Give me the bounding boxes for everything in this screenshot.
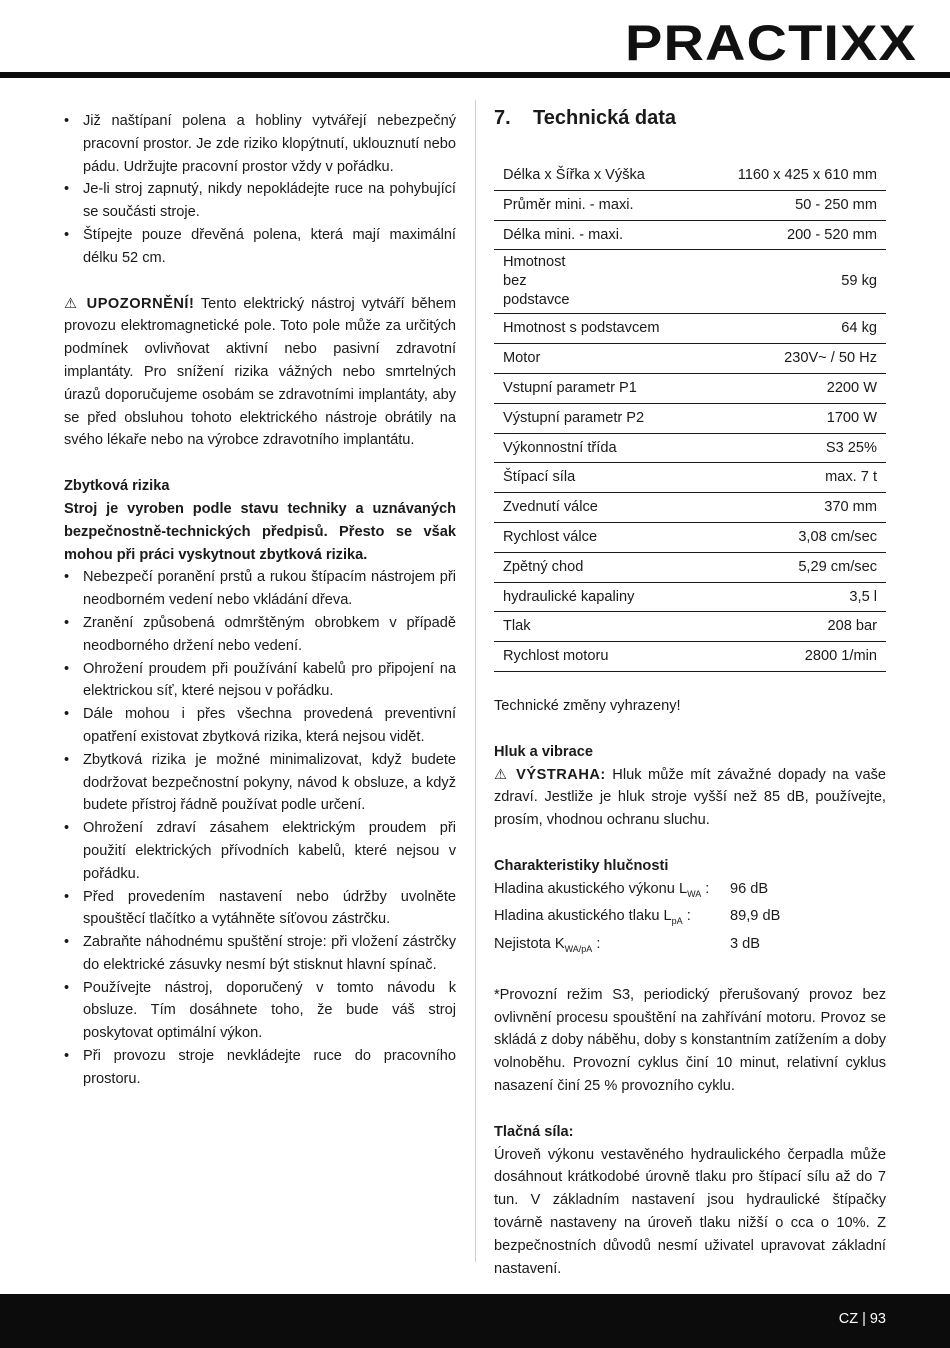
noise-row: Nejistota $K_{WA/pA}$ : 3 dB [494, 933, 886, 961]
table-row [494, 433, 886, 463]
list-item: • Před provedením nastavení nebo údržby uvolněte spouštěcí tlačítko a vytáhněte síťovou zástrčku. [64, 886, 456, 932]
spec-value: 2800 1/min [729, 642, 886, 672]
table-row [494, 250, 886, 314]
push-force-title: Tlačná síla: [494, 1123, 574, 1140]
warning-text: Hluk může mít závažné dopady na vaše zdraví. Jestliže je hluk stroje vyšší než 85 dB, používejte, prosím, vhodnou ochranu sluchu. [494, 766, 886, 829]
table-row [494, 344, 886, 374]
list-item: • Zranění způsobená odmrštěným obrobkem v případě neodborného držení nebo vedení. [64, 612, 456, 658]
spec-label: Výkonnostní třída [494, 433, 729, 463]
list-item: • Nebezpečí poranění prstů a rukou štípacím nástrojem při neodborném vedení nebo vkládání dřeva. [64, 566, 456, 612]
spec-value: 5,29 cm/sec [729, 552, 886, 582]
list-item: • Dále mohou i přes všechna provedená preventivní opatření existovat zbytková rizika, která nejsou vidět. [64, 703, 456, 749]
spec-label: Výstupní parametr P2 [494, 403, 729, 433]
warning-icon: ⚠ [64, 295, 80, 312]
spec-value: 370 mm [729, 493, 886, 523]
warning-label: UPOZORNĚNÍ! [86, 295, 195, 312]
noise-label: Nejistota K [494, 936, 565, 953]
list-item: • Ohrožení proudem při používání kabelů pro připojení na elektrickou síť, které nejsou v pořádku. [64, 658, 456, 704]
spec-label: Zvednutí válce [494, 493, 729, 523]
spec-value: 3,5 l [729, 582, 886, 612]
table-row [494, 161, 886, 190]
spec-label: Vstupní parametr P1 [494, 373, 729, 403]
spec-value: 200 - 520 mm [729, 220, 886, 250]
noise-label: Hladina akustického tlaku L [494, 908, 672, 925]
noise-characteristics-title: Charakteristiky hlučnosti [494, 857, 669, 874]
spec-label: Tlak [494, 612, 729, 642]
table-row [494, 493, 886, 523]
table-row [494, 314, 886, 344]
noise-label: Hladina akustického výkonu L [494, 880, 688, 897]
list-item: • Štípejte pouze dřevěná polena, která mají maximální délku 52 cm. [64, 224, 456, 270]
list-item: • Zbytková rizika je možné minimalizovat, když budete dodržovat bezpečnostní pokyny, návod k obsluze, a když budete přístroj řádně používat podle určení. [64, 749, 456, 817]
spec-label: Rychlost motoru [494, 642, 729, 672]
noise-row: Hladina akustického výkonu $L_{WA}$ : 96 dB [494, 878, 886, 906]
spec-label: Rychlost válce [494, 522, 729, 552]
table-row [494, 612, 886, 642]
noise-title: Hluk a vibrace [494, 743, 593, 760]
residual-risks-list [64, 566, 456, 1090]
table-row [494, 642, 886, 672]
table-row [494, 552, 886, 582]
list-item: • Ohrožení zdraví zásahem elektrickým proudem při použití elektrických přívodních kabelů, které nejsou v pořádku. [64, 817, 456, 885]
spec-value: 2200 W [729, 373, 886, 403]
list-item: • Používejte nástroj, doporučený v tomto návodu k obsluze. Tím dosáhnete toho, že bude váš stroj poskytovat optimální výkon. [64, 977, 456, 1045]
table-row [494, 463, 886, 493]
noise-warning [494, 764, 886, 832]
spec-value: 59 kg [729, 250, 886, 314]
spec-value: 50 - 250 mm [729, 190, 886, 220]
residual-risks-title: Zbytková rizika [64, 478, 170, 495]
table-row [494, 373, 886, 403]
left-column [64, 110, 456, 1091]
spec-value: 1700 W [729, 403, 886, 433]
section-number: 7. [494, 107, 511, 129]
spec-label: Hmotnost s podstavcem [494, 314, 729, 344]
spec-label: Hmotnost bez podstavce [494, 250, 729, 314]
spec-value: max. 7 t [729, 463, 886, 493]
page-number: CZ | 93 [838, 1311, 886, 1327]
table-row [494, 582, 886, 612]
column-divider [475, 100, 476, 1262]
list-item: • Je-li stroj zapnutý, nikdy nepokládejte ruce na pohybující se součásti stroje. [64, 178, 456, 224]
list-item: • Již naštípaní polena a hobliny vytvářejí nebezpečný pracovní prostor. Je zde riziko klopýtnutí, uklouznutí nebo pádu. Udržujte pracovní prostor vždy v pořádku. [64, 110, 456, 178]
table-row [494, 522, 886, 552]
noise-row: Hladina akustického tlaku $L_{pA}$ : 89,9 dB [494, 905, 886, 933]
emf-warning [64, 293, 456, 453]
spec-label: hydraulické kapaliny [494, 582, 729, 612]
header-rule [0, 72, 950, 78]
noise-values [494, 878, 886, 961]
right-column [494, 105, 886, 1280]
spec-value: 3,08 cm/sec [729, 522, 886, 552]
operating-mode-note: *Provozní režim S3, periodický přerušovaný provoz bez ovlivnění procesu spouštění na zahřívání motoru. Provoz se skládá z doby náběhu, doby s konstantním zatížením a doby volnoběhu. Provozní cyklus činí 10 minut, relativní cyklus nasazení činí 25 % provozního cyklu. [494, 986, 886, 1095]
spec-label: Zpětný chod [494, 552, 729, 582]
noise-value: 3 dB [730, 936, 761, 953]
warning-text: Tento elektrický nástroj vytváří během provozu elektromagnetické pole. Toto pole může za určitých podmínek ovlivňovat aktivní nebo pasivní zdravotní implantáty. Pro snížení rizika vážných nebo smrtelných úrazů doporučujeme osobám se zdravotními implantáty, aby se před obsluhou tohoto elektrického nástroje obrátily na svého lékaře nebo na výrobce zdravotního implantátu. [64, 295, 456, 449]
noise-value: 96 dB [730, 880, 769, 897]
practixx-logo [625, 10, 920, 70]
technical-data-table [494, 161, 886, 672]
spec-value: S3 25% [729, 433, 886, 463]
safety-bullets [64, 110, 456, 270]
spec-value: 230V~ / 50 Hz [729, 344, 886, 374]
spec-label: Průměr mini. - maxi. [494, 190, 729, 220]
push-force-text: Úroveň výkonu vestavěného hydraulického čerpadla může dosáhnout krátkodobé úrovně tlaku pro štípací sílu až do 7 tun. V základním nastavení jsou hydraulické štípačky továrně nastaveny na úroveň tlaku nižší o cca o 10%. Z bezpečnostních důvodů nesmí uživatel upravovat základní nastavení. [494, 1146, 886, 1277]
tech-changes-note: Technické změny vyhrazeny! [494, 697, 681, 714]
spec-label: Délka mini. - maxi. [494, 220, 729, 250]
warning-icon: ⚠ [494, 766, 510, 783]
noise-value: 89,9 dB [730, 908, 781, 925]
spec-label: Délka x Šířka x Výška [494, 161, 729, 190]
spec-label: Štípací síla [494, 463, 729, 493]
spec-value: 64 kg [729, 314, 886, 344]
list-item: • Při provozu stroje nevkládejte ruce do pracovního prostoru. [64, 1045, 456, 1091]
footer-bar [0, 1294, 950, 1348]
residual-risks-intro: Stroj je vyroben podle stavu techniky a uznávaných bezpečnostně-technických předpisů. Přesto se však mohou při práci vyskytnout zbytková rizika. [64, 500, 456, 563]
svg-text:PRACTIXX: PRACTIXX [625, 15, 917, 70]
spec-value: 1160 x 425 x 610 mm [729, 161, 886, 190]
section-title-text: Technická data [533, 107, 677, 129]
spec-value: 208 bar [729, 612, 886, 642]
table-row [494, 190, 886, 220]
list-item: • Zabraňte náhodnému spuštění stroje: při vložení zástrčky do elektrické zásuvky nesmí být stisknut hlavní spínač. [64, 931, 456, 977]
spec-label: Motor [494, 344, 729, 374]
table-row [494, 403, 886, 433]
warning-label: VÝSTRAHA: [516, 766, 606, 783]
table-row [494, 220, 886, 250]
section-title [494, 105, 886, 131]
